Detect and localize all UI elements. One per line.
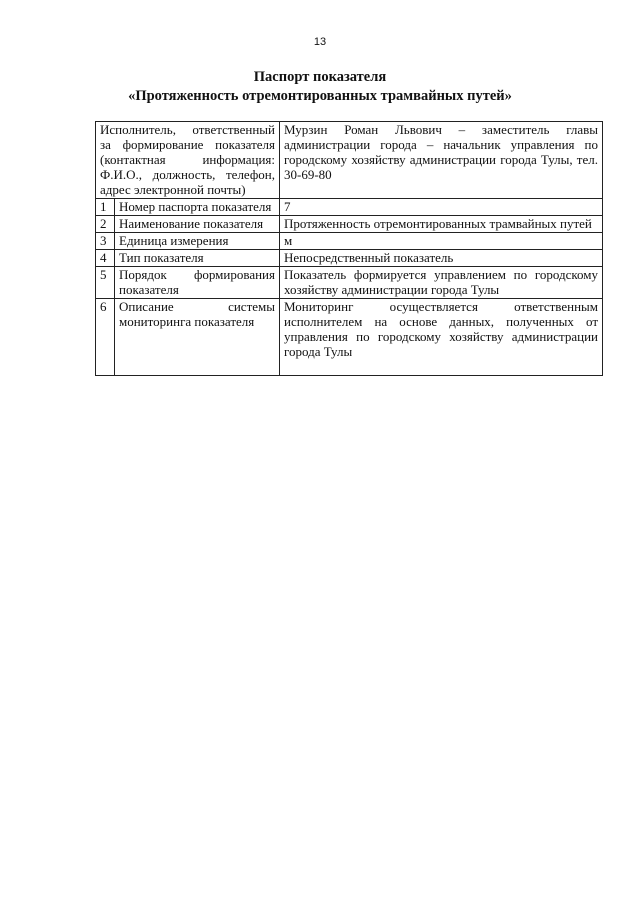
row-number: 2: [96, 216, 115, 233]
title-line-1: Паспорт показателя: [253, 69, 387, 85]
row-value: Протяженность отремонтированных трамвайных путей: [280, 216, 603, 233]
row-value: м: [280, 233, 603, 250]
table-row: [96, 199, 603, 216]
row-label: Номер паспорта показателя: [115, 199, 280, 216]
row-number: 6: [96, 299, 115, 376]
table-row: [96, 216, 603, 233]
indicator-passport-table: [95, 121, 603, 376]
row-label: Описание системы мониторинга показателя: [115, 299, 280, 376]
page-number: 13: [313, 36, 327, 48]
row-number: 4: [96, 250, 115, 267]
row-value: Показатель формируется управлением по городскому хозяйству администрации города Тулы: [280, 267, 603, 299]
executor-value: Мурзин Роман Львович – заместитель главы администрации города – начальник управления по городскому хозяйству администрации города Тулы, тел. 30-69-80: [280, 122, 603, 199]
executor-label: Исполнитель, ответственный за формирование показателя (контактная информация: Ф.И.О., должность, телефон, адрес электронной почты): [96, 122, 280, 199]
table-row-executor: [96, 122, 603, 199]
table-row: [96, 250, 603, 267]
row-number: 1: [96, 199, 115, 216]
row-label: Порядок формирования показателя: [115, 267, 280, 299]
row-label: Наименование показателя: [115, 216, 280, 233]
row-number: 3: [96, 233, 115, 250]
row-value: Мониторинг осуществляется ответственным исполнителем на основе данных, полученных от управления по городскому хозяйству администрации города Тулы: [280, 299, 603, 376]
row-value: 7: [280, 199, 603, 216]
table-row: [96, 233, 603, 250]
document-title: [0, 68, 640, 106]
row-value: Непосредственный показатель: [280, 250, 603, 267]
row-number: 5: [96, 267, 115, 299]
table-row: [96, 299, 603, 376]
table-row: [96, 267, 603, 299]
title-line-2: «Протяженность отремонтированных трамвайных путей»: [128, 88, 512, 104]
row-label: Единица измерения: [115, 233, 280, 250]
row-label: Тип показателя: [115, 250, 280, 267]
